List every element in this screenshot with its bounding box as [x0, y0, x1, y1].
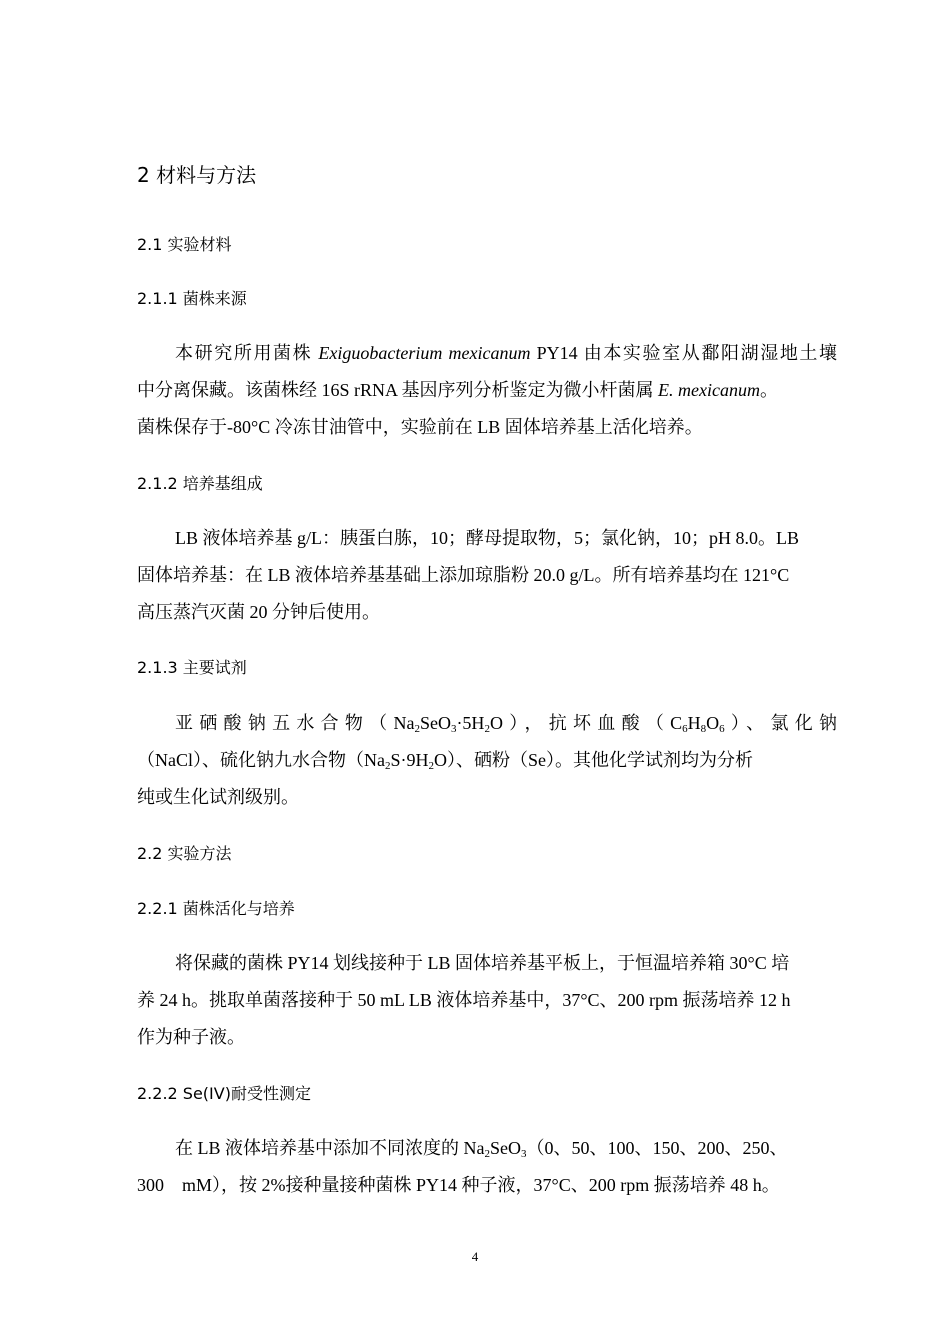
section-heading-2-1-3: 2.1.3 主要试剂	[137, 658, 247, 677]
paragraph-line: 在 LB 液体培养基中添加不同浓度的 $Na_2SeO_3(0$、50、100、150、200、250、	[175, 1138, 788, 1160]
text-run: 中分离保藏。该菌株经 16S rRNA 基因序列分析鉴定为微小杆菌属	[137, 380, 654, 400]
paragraph-line: 将保藏的菌株 PY14 划线接种于 LB 固体培养基平板上，于恒温培养箱 30°C 培	[175, 953, 790, 973]
paragraph-line: 高压蒸汽灭菌 20 分钟后使用。	[137, 602, 380, 622]
paragraph-line	[137, 335, 837, 372]
paragraph-line	[137, 372, 837, 409]
paragraph-line: 养 24 h。挑取单菌落接种于 50 mL LB 液体培养基中，37°C、200 rpm 振荡培养 12 h	[137, 990, 791, 1010]
paragraph-line: 固体培养基：在 LB 液体培养基基础上添加琼脂粉 20.0 g/L。所有培养基均在 121°C	[137, 565, 790, 585]
section-heading-2-1: 2.1 实验材料	[137, 235, 232, 254]
paragraph-line: LB 液体培养基 g/L：胰蛋白胨，10；酵母提取物，5；氯化钠，10；pH 8.0。LB	[175, 528, 799, 548]
species-name: Exiguobacterium mexicanum	[318, 343, 531, 363]
section-heading-2: 2 材料与方法	[137, 163, 257, 187]
section-heading-2-2-1: 2.2.1 菌株活化与培养	[137, 899, 295, 918]
paragraph-reagents	[137, 705, 837, 816]
paragraph-line: 纯或生化试剂级别。	[137, 787, 299, 807]
paragraph-line: （NaCl）、硫化钠九水合物$(Na_2S\cdot 9H_2O)$、硒粉（Se）。其他化学试剂均为分析	[137, 750, 753, 772]
page-number: 4	[471, 1249, 479, 1264]
section-heading-2-2-2: 2.2.2 Se(IV)耐受性测定	[137, 1084, 311, 1103]
paragraph-medium-composition	[137, 520, 837, 631]
paragraph-line: 亚硒酸钠五水合物$(Na_2SeO_3\cdot 5H_2O)$，抗坏血酸$(C_6H_8O_6)$、氯化钠	[175, 713, 837, 735]
paragraph-se-tolerance	[137, 1130, 837, 1204]
text-run: PY14 由本实验室从鄱阳湖湿地土壤	[536, 343, 838, 363]
text-run: 。	[759, 380, 778, 400]
paragraph-line: 菌株保存于-80°C 冷冻甘油管中，实验前在 LB 固体培养基上活化培养。	[137, 417, 703, 437]
section-heading-2-1-1: 2.1.1 菌株来源	[137, 289, 247, 308]
section-heading-2-1-2: 2.1.2 培养基组成	[137, 474, 263, 493]
paragraph-strain-activation	[137, 945, 837, 1056]
text-run: 本研究所用菌株	[175, 343, 313, 363]
species-name: E. mexicanum	[658, 380, 760, 400]
paragraph-line: 作为种子液。	[137, 1027, 245, 1047]
paragraph-line: 300 mM），按 2%接种量接种菌株 PY14 种子液，37°C、200 rpm 振荡培养 48 h。	[137, 1175, 780, 1195]
paragraph-strain-source	[137, 335, 837, 446]
section-heading-2-2: 2.2 实验方法	[137, 844, 232, 863]
